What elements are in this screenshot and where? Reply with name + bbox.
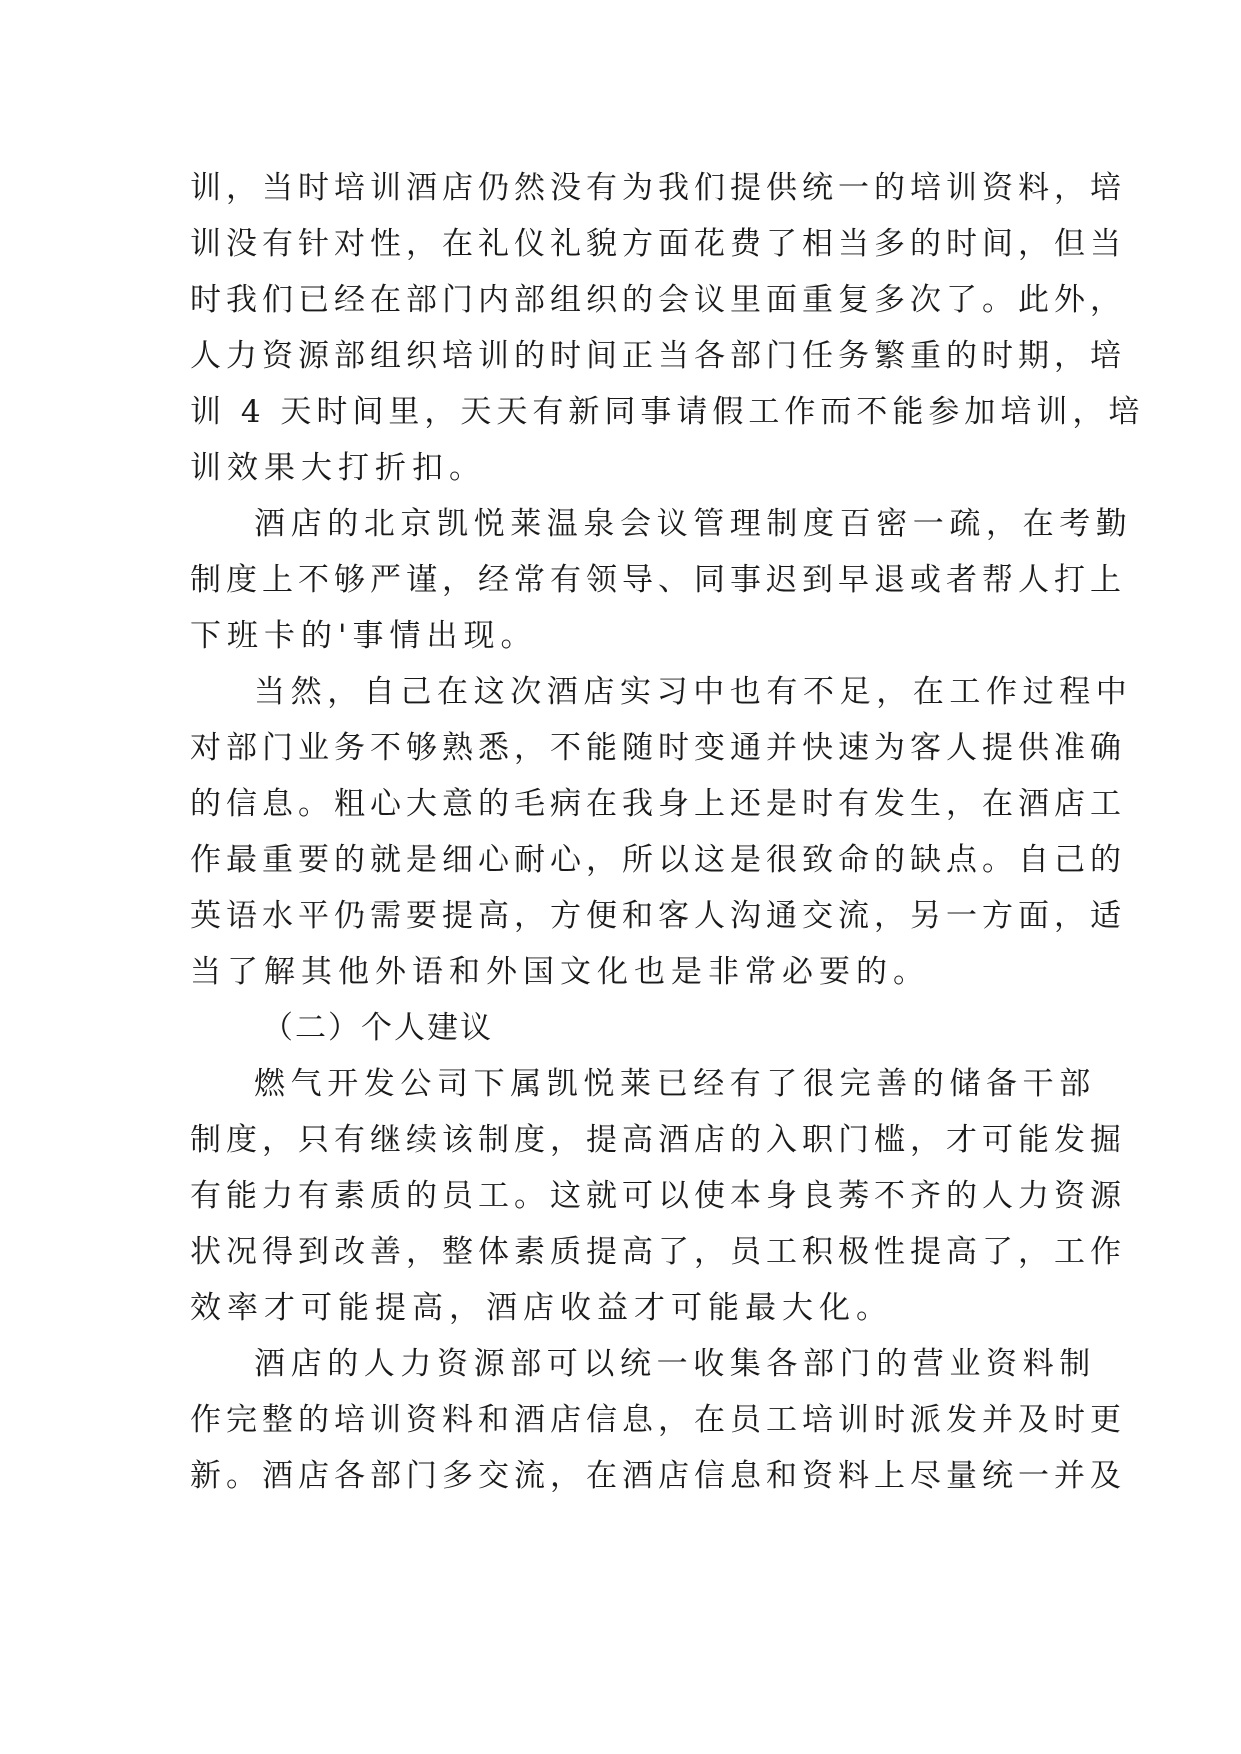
text-line: 制度，只有继续该制度，提高酒店的入职门槛，才可能发掘 bbox=[190, 1122, 1126, 1158]
paragraph-first-line: 酒店的人力资源部可以统一收集各部门的营业资料制 bbox=[254, 1346, 1096, 1382]
text-line: 状况得到改善，整体素质提高了，员工积极性提高了，工作 bbox=[190, 1234, 1126, 1270]
text-line: 作最重要的就是细心耐心，所以这是很致命的缺点。自己的 bbox=[190, 842, 1126, 878]
text-line: 训没有针对性，在礼仪礼貌方面花费了相当多的时间，但当 bbox=[190, 226, 1126, 262]
text-line: 对部门业务不够熟悉，不能随时变通并快速为客人提供准确 bbox=[190, 730, 1126, 766]
paragraph-first-line: 燃气开发公司下属凯悦莱已经有了很完善的储备干部 bbox=[254, 1066, 1096, 1102]
paragraph-first-line: 酒店的北京凯悦莱温泉会议管理制度百密一疏，在考勤 bbox=[254, 506, 1133, 542]
text-line: 训效果大打折扣。 bbox=[190, 450, 486, 486]
text-line: 制度上不够严谨，经常有领导、同事迟到早退或者帮人打上 bbox=[190, 562, 1126, 598]
text-line: 训，当时培训酒店仍然没有为我们提供统一的培训资料，培 bbox=[190, 170, 1126, 206]
text-line: 效率才可能提高，酒店收益才可能最大化。 bbox=[190, 1290, 893, 1326]
section-heading: （二）个人建议 bbox=[262, 1010, 493, 1046]
text-line: 时我们已经在部门内部组织的会议里面重复多次了。此外， bbox=[190, 282, 1126, 318]
text-line: 英语水平仍需要提高，方便和客人沟通交流，另一方面，适 bbox=[190, 898, 1126, 934]
text-line: 的信息。粗心大意的毛病在我身上还是时有发生，在酒店工 bbox=[190, 786, 1126, 822]
paragraph-first-line: 当然，自己在这次酒店实习中也有不足，在工作过程中 bbox=[254, 674, 1133, 710]
text-line: 训 4 天时间里，天天有新同事请假工作而不能参加培训，培 bbox=[190, 394, 1145, 430]
text-line: 新。酒店各部门多交流，在酒店信息和资料上尽量统一并及 bbox=[190, 1458, 1126, 1494]
text-line: 人力资源部组织培训的时间正当各部门任务繁重的时期，培 bbox=[190, 338, 1126, 374]
text-line: 当了解其他外语和外国文化也是非常必要的。 bbox=[190, 954, 930, 990]
text-line: 作完整的培训资料和酒店信息，在员工培训时派发并及时更 bbox=[190, 1402, 1126, 1438]
text-line: 下班卡的'事情出现。 bbox=[190, 618, 538, 654]
text-line: 有能力有素质的员工。这就可以使本身良莠不齐的人力资源 bbox=[190, 1178, 1126, 1214]
